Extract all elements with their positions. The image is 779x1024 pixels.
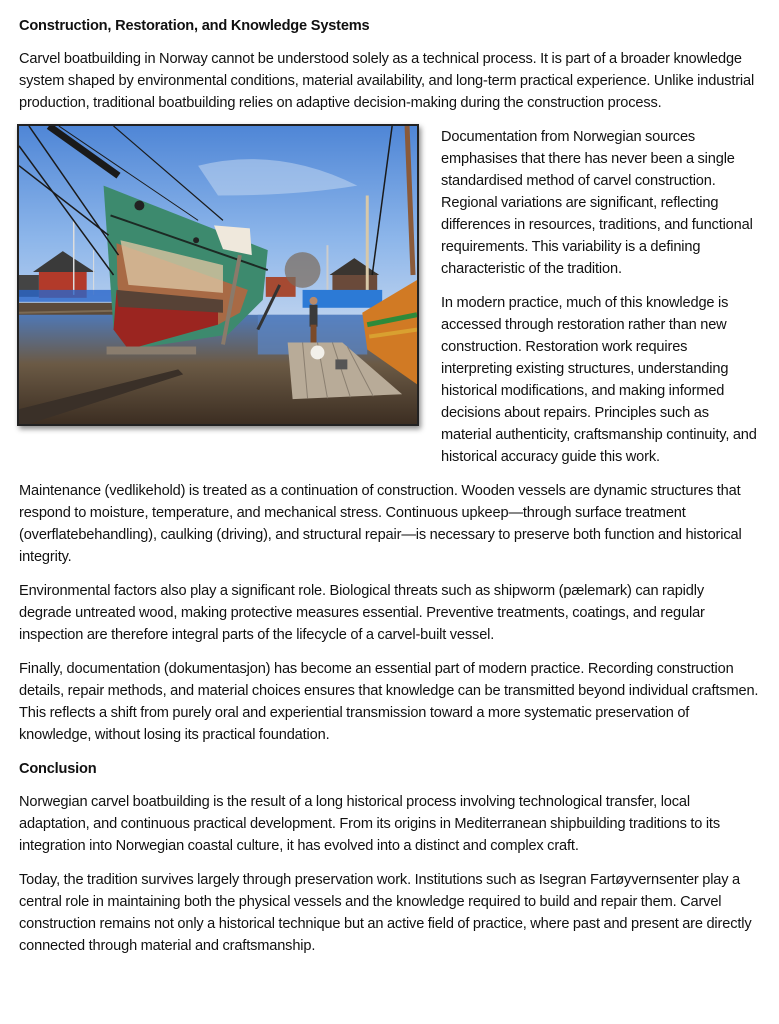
slipway-cradle [107,347,197,355]
body-paragraph: Maintenance (vedlikehold) is treated as a continuation of construction. Wooden vessels are dynamic structures that respond to moisture, temperature, and mechanical stress. Continuous upkeep—through surface treatment (overflatebehandling), caulking (driving), and structural repair—is necessary to preserve both function and historical integrity. [19,483,742,565]
conclusion-paragraph: Norwegian carvel boatbuilding is the result of a long historical process involving technological transfer, local adaptation, and continuous practical development. From its origins in Mediterranean shipbuilding traditions to its integration into Norwegian coastal culture, it has evolved into a distinct and complex craft. [19,794,720,854]
body-paragraph: Finally, documentation (dokumentasjon) has become an essential part of modern practice. Recording construction details, repair methods, and material choices ensures that knowledge can be transmitted beyond individual craftsmen. This reflects a shift from purely oral and experiential transmission toward a more systematic preservation of knowledge, without losing its practical foundation. [19,661,759,743]
worker [310,305,318,327]
side-paragraph: Documentation from Norwegian sources emphasises that there has never been a single standardised method of carvel construction. Regional variations are significant, reflecting differences in resources, traditions, and functional requirements. This variability is a defining characteristic of the tradition. [441,129,753,277]
boat-photo-illustration [19,126,417,424]
side-paragraph: In modern practice, much of this knowledge is accessed through restoration rather than new construction. Restoration work requires interpreting existing structures, understanding historical modifications, and making informed decisions about repairs. Principles such as material authenticity, craftsmanship continuity, and historical accuracy guide this work. [441,295,757,465]
bare-tree [285,252,321,288]
conclusion-paragraph: Today, the tradition survives largely through preservation work. Institutions such as Isegran Fartøyvernsenter play a central role in maintaining both the physical vessels and the knowledge required to build and repair them. Carvel construction remains not only a historical technique but an active field of practice, where past and present are directly connected through material and craftsmanship. [19,872,752,954]
conclusion-heading: Conclusion [19,761,97,777]
section-heading: Construction, Restoration, and Knowledge Systems [19,18,370,34]
boat-photo [17,124,419,426]
body-paragraph: Environmental factors also play a significant role. Biological threats such as shipworm (pælemark) can rapidly degrade untreated wood, making protective measures essential. Preventive treatments, coatings, and regular inspection are therefore integral parts of the lifecycle of a carvel-built vessel. [19,583,705,643]
side-text-column [441,114,760,468]
intro-paragraph: Carvel boatbuilding in Norway cannot be understood solely as a technical process. It is part of a broader knowledge system shaped by environmental conditions, material availability, and long-term practical experience. Unlike industrial production, traditional boatbuilding relies on adaptive decision-making during the construction process. [19,51,755,111]
porthole [134,201,144,211]
